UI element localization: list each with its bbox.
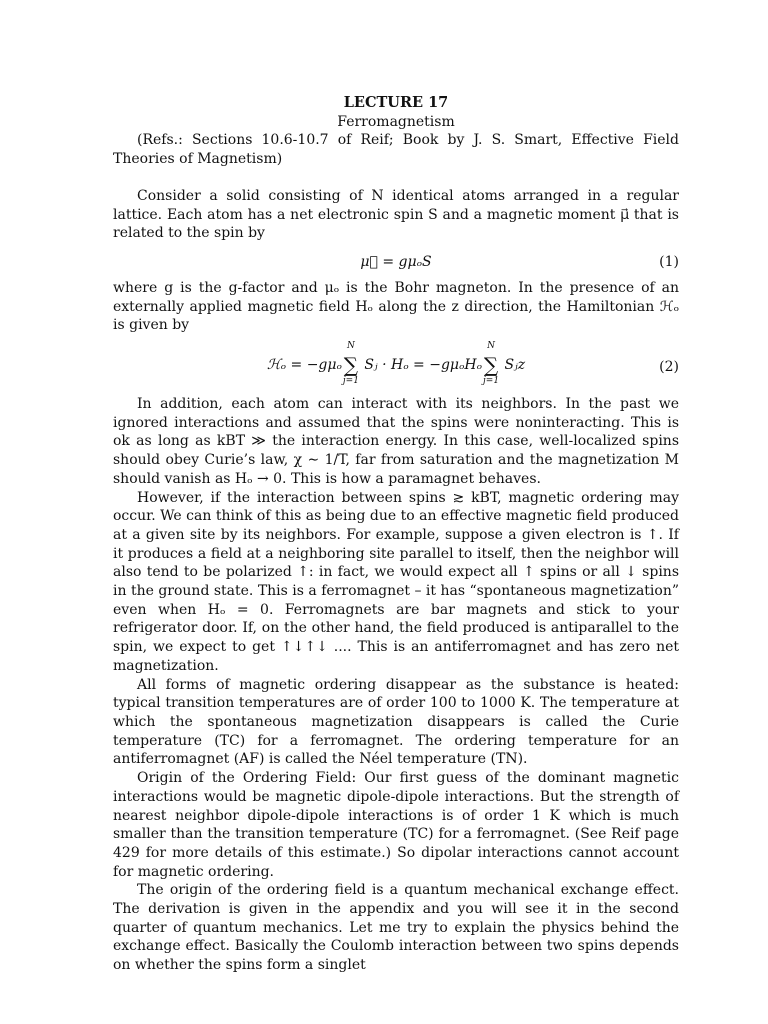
sum-upper-1: N (346, 341, 355, 352)
equation-2-right: Sⱼz (504, 357, 526, 374)
paragraph-bohr: where g is the g-factor and μₒ is the Bohr magneton. In the presence of an externally applied magnetic field Hₒ along the z direction, the Hamiltonian ℋₒ is given by (113, 279, 679, 334)
paragraph-exchange: The origin of the ordering field is a quantum mechanical exchange effect. The derivation is given in the appendix and you will see it in the second quarter of quantum mechanics. Let me try to explain the physics behind the exchange effect. Basically the Coulomb interaction between two spins depends on whether the spins form a singlet (113, 882, 679, 974)
equation-1 (113, 249, 679, 275)
references: (Refs.: Sections 10.6-10.7 of Reif; Book by J. S. Smart, Effective Field Theories of Magnetism) (113, 132, 679, 168)
paragraph-origin: Origin of the Ordering Field: Our first guess of the dominant magnetic interactions would be magnetic dipole-dipole interactions. But the strength of nearest neighbor dipole-dipole interactions is of order 1 K which is much smaller than the transition temperature (TC) for a ferromagnet. (See Reif page 429 for more details of this estimate.) So dipolar interactions cannot account for magnetic ordering. (113, 770, 679, 880)
equation-2-body (113, 341, 679, 387)
equation-2-number: (2) (659, 359, 679, 376)
paragraph-transition: All forms of magnetic ordering disappear as the substance is heated: typical transition temperatures are of order 100 to 1000 K. The temperature at which the spontaneous magnetization disappears is called the Curie temperature (TC) for a ferromagnet. The ordering temperature for an antiferromagnet (AF) is called the Néel temperature (TN). (113, 676, 679, 768)
spacer (113, 169, 679, 187)
sum-symbol-1: ∑ N j=1 (342, 341, 359, 387)
paragraph-ordering: However, if the interaction between spins ≳ kBT, magnetic ordering may occur. We can think of this as being due to an effective magnetic field produced at a given site by its neighbors. For example, suppose a given electron is ↑. If it produces a field at a neighboring site parallel to itself, then the neighbor will also tend to be polarized ↑: in fact, we would expect all ↑ spins or all ↓ spins in the ground state. This is a ferromagnet – it has “spontaneous magnetization” even when Hₒ = 0. Ferromagnets are bar magnets and stick to your refrigerator door. If, on the other hand, the field produced is antiparallel to the spin, we expect to get ↑↓↑↓ .... This is an antiferromagnet and has zero net magnetization. (113, 489, 679, 674)
equation-2-left: ℋₒ = −gμₒ (266, 357, 342, 374)
sum-lower-2: j=1 (482, 376, 500, 387)
equation-1-number: (1) (659, 253, 679, 270)
sum-upper-2: N (487, 341, 495, 352)
paragraph-interaction: In addition, each atom can interact with its neighbors. In the past we ignored interactions and assumed that the spins were noninteracting. This is ok as long as kBT ≫ the interaction energy. In this case, well-localized spins should obey Curie’s law, χ ∼ 1/T, far from saturation and the magnetization M should vanish as Hₒ → 0. This is how a paramagnet behaves. (113, 396, 679, 487)
sum-lower-1: j=1 (342, 376, 359, 387)
paragraph-intro: Consider a solid consisting of N identical atoms arranged in a regular lattice. Each atom has a net electronic spin S and a magnetic moment μ⃗ that is related to the spin by (113, 187, 679, 242)
equation-2-mid: Sⱼ · Hₒ = −gμₒHₒ (364, 357, 483, 374)
lecture-subtitle: Ferromagnetism (337, 113, 455, 130)
equation-1-body: μ⃗ = gμₒS (360, 253, 432, 270)
lecture-title: LECTURE 17 (343, 94, 449, 111)
lecture-content (113, 94, 679, 975)
sum-symbol-2: ∑ N j=1 (482, 341, 500, 387)
equation-2 (113, 341, 679, 389)
